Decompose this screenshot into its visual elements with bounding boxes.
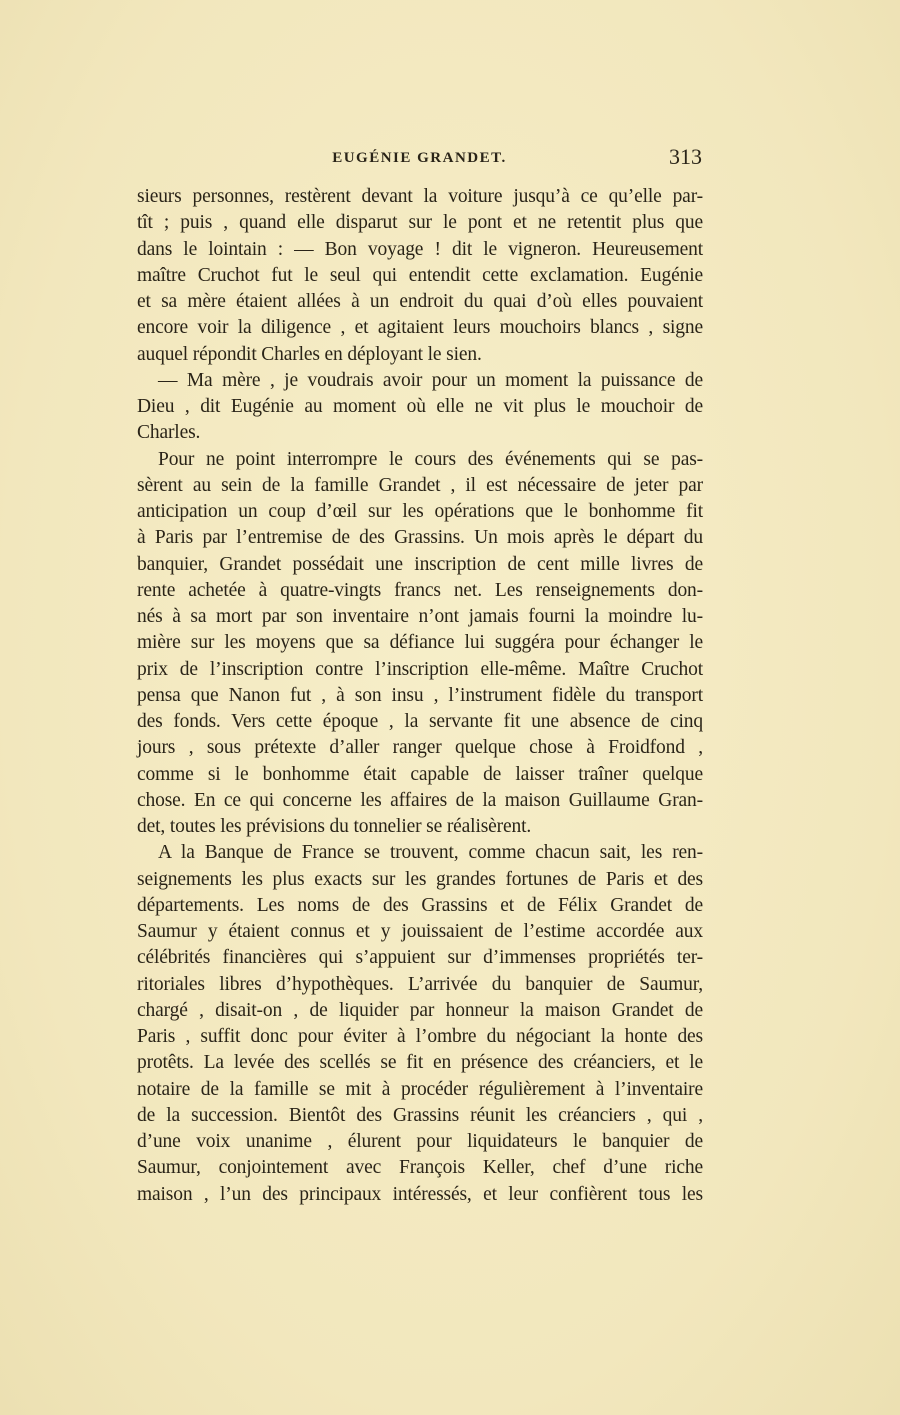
text-line: Saumur y étaient connus et y jouissaient de l’estime accordée aux — [137, 921, 703, 942]
paragraph — [137, 447, 703, 841]
text-line: maison , l’un des principaux intéressés, et leur confièrent tous les — [137, 1183, 703, 1205]
text-line: départements. Les noms de des Grassins et de Félix Grandet de — [137, 894, 703, 916]
text-line: célébrités financières qui s’appuient sur d’immenses propriétés ter- — [137, 947, 703, 969]
text-line: anticipation un coup d’œil sur les opérations que le bonhomme fit — [137, 501, 703, 522]
text-line: protêts. La levée des scellés se fit en présence des créanciers, et le — [137, 1052, 703, 1074]
text-line: Saumur, conjointement avec François Keller, chef d’une riche — [137, 1157, 703, 1179]
text-line: A la Banque de France se trouvent, comme chacun sait, les ren- — [158, 842, 703, 864]
paragraph — [137, 368, 703, 447]
text-line: sieurs personnes, restèrent devant la voiture jusqu’à ce qu’elle par- — [137, 186, 703, 207]
text-line: chargé , disait-on , de liquider par honneur la maison Grandet de — [137, 999, 703, 1021]
text-line: ritoriales libres d’hypothèques. L’arrivée du banquier de Saumur, — [137, 973, 703, 995]
running-head — [137, 144, 702, 176]
text-line: Paris , suffit donc pour éviter à l’ombre du négociant la honte des — [137, 1026, 703, 1047]
text-line: banquier, Grandet possédait une inscription de cent mille livres de — [137, 553, 703, 575]
text-line: rente achetée à quatre-vingts francs net. Les renseignements don- — [137, 579, 703, 601]
text-line: à Paris par l’entremise de des Grassins. Un mois après le départ du — [137, 527, 703, 549]
text-line: chose. En ce qui concerne les affaires de la maison Guillaume Gran- — [137, 789, 703, 811]
text-line: nés à sa mort par son inventaire n’ont jamais fourni la moindre lu- — [137, 606, 703, 627]
text-line: Charles. — [137, 422, 201, 444]
text-line: Dieu , dit Eugénie au moment où elle ne vit plus le mouchoir de — [137, 396, 703, 417]
text-line: prix de l’inscription contre l’inscription elle-même. Maître Cruchot — [137, 658, 703, 680]
text-line: — Ma mère , je voudrais avoir pour un moment la puissance de — [158, 369, 703, 391]
text-line: seignements les plus exacts sur les grandes fortunes de Paris et des — [137, 868, 703, 890]
text-line: encore voir la diligence , et agitaient leurs mouchoirs blancs , signe — [137, 317, 703, 339]
text-line: d’une voix unanime , élurent pour liquidateurs le banquier de — [137, 1131, 703, 1152]
text-line: det, toutes les prévisions du tonnelier se réalisèrent. — [137, 816, 532, 837]
text-line: tît ; puis , quand elle disparut sur le pont et ne retentit plus que — [137, 212, 703, 234]
text-line: comme si le bonhomme était capable de laisser traîner quelque — [137, 763, 703, 785]
text-line: mière sur les moyens que sa défiance lui suggéra pour échanger le — [137, 632, 703, 654]
text-line: maître Cruchot fut le seul qui entendit cette exclamation. Eugénie — [137, 264, 703, 286]
text-line: Pour ne point interrompre le cours des événements qui se pas- — [158, 448, 703, 470]
text-line: dans le lointain : — Bon voyage ! dit le vigneron. Heureusement — [137, 238, 703, 260]
paragraph — [137, 840, 703, 1208]
text-line: auquel répondit Charles en déployant le sien. — [137, 343, 482, 365]
text-line: et sa mère étaient allées à un endroit du quai d’où elles pouvaient — [137, 291, 703, 312]
text-line: sèrent au sein de la famille Grandet , il est nécessaire de jeter par — [137, 474, 703, 496]
paragraph — [137, 184, 703, 368]
body-text — [137, 184, 703, 1208]
text-line: de la succession. Bientôt des Grassins réunit les créanciers , qui , — [137, 1104, 703, 1126]
text-line: des fonds. Vers cette époque , la servante fit une absence de cinq — [137, 711, 703, 732]
text-line: pensa que Nanon fut , à son insu , l’instrument fidèle du transport — [137, 684, 703, 706]
text-line: jours , sous prétexte d’aller ranger quelque chose à Froidfond , — [137, 737, 703, 759]
running-title: EUGÉNIE GRANDET. — [332, 150, 507, 166]
page-number: 313 — [669, 144, 702, 169]
text-line: notaire de la famille se mit à procéder régulièrement à l’inventaire — [137, 1078, 703, 1100]
